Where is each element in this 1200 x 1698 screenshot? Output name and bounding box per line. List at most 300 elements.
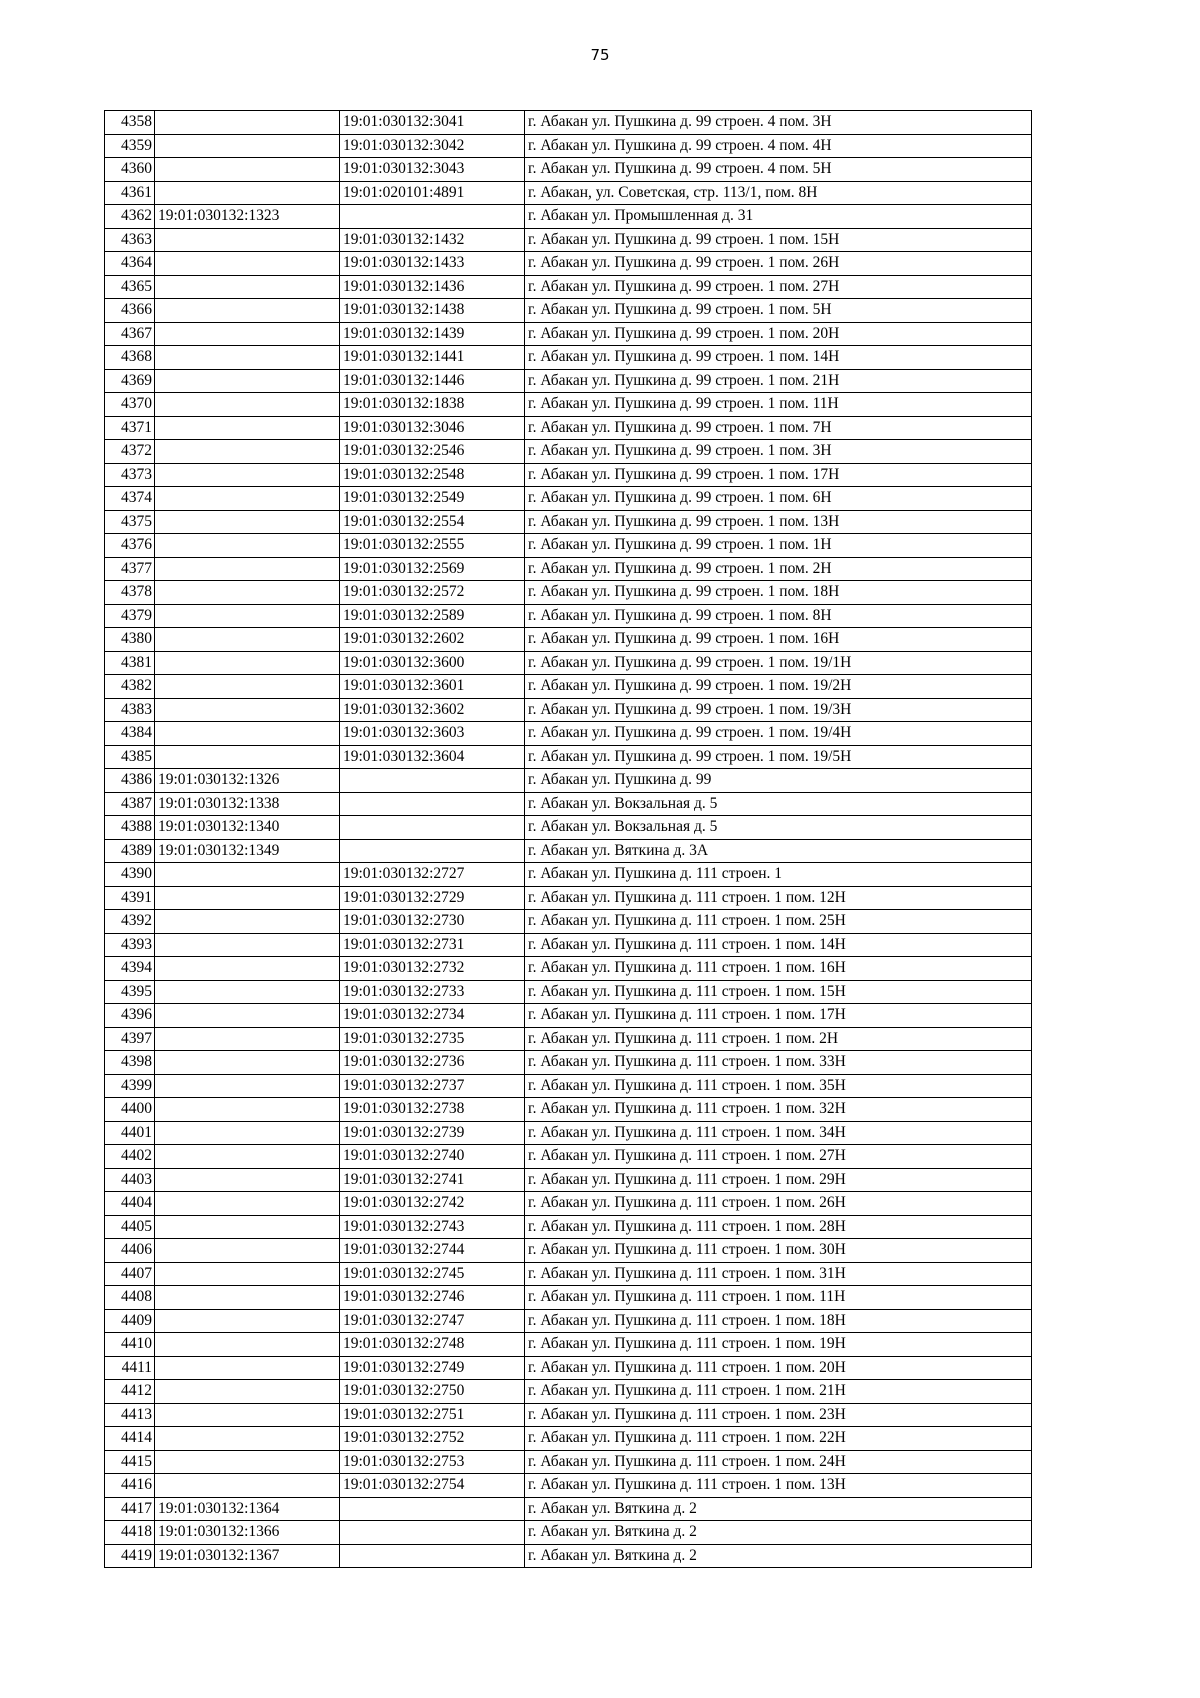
object-cadastral-number-cell — [340, 816, 525, 840]
address-cell: г. Абакан ул. Пушкина д. 99 строен. 1 пом. 17Н — [525, 463, 1032, 487]
land-cadastral-number-cell — [155, 299, 340, 323]
address-cell: г. Абакан ул. Пушкина д. 111 строен. 1 пом. 29Н — [525, 1168, 1032, 1192]
land-cadastral-number-cell — [155, 1403, 340, 1427]
row-number-cell: 4397 — [105, 1027, 155, 1051]
land-cadastral-number-cell — [155, 933, 340, 957]
table-row — [105, 698, 1032, 722]
object-cadastral-number-cell: 19:01:030132:2750 — [340, 1380, 525, 1404]
row-number-cell: 4399 — [105, 1074, 155, 1098]
row-number-cell: 4379 — [105, 604, 155, 628]
table-row — [105, 205, 1032, 229]
registry-body — [105, 111, 1032, 1568]
row-number-cell: 4375 — [105, 510, 155, 534]
row-number-cell: 4377 — [105, 557, 155, 581]
land-cadastral-number-cell: 19:01:030132:1323 — [155, 205, 340, 229]
row-number-cell: 4417 — [105, 1497, 155, 1521]
row-number-cell: 4368 — [105, 346, 155, 370]
address-cell: г. Абакан ул. Пушкина д. 99 строен. 1 пом. 5Н — [525, 299, 1032, 323]
table-row — [105, 510, 1032, 534]
address-cell: г. Абакан ул. Пушкина д. 99 строен. 1 пом. 8Н — [525, 604, 1032, 628]
land-cadastral-number-cell: 19:01:030132:1340 — [155, 816, 340, 840]
land-cadastral-number-cell: 19:01:030132:1366 — [155, 1521, 340, 1545]
address-cell: г. Абакан ул. Пушкина д. 99 строен. 1 пом. 1Н — [525, 534, 1032, 558]
land-cadastral-number-cell — [155, 863, 340, 887]
table-row — [105, 792, 1032, 816]
address-cell: г. Абакан ул. Пушкина д. 111 строен. 1 пом. 24Н — [525, 1450, 1032, 1474]
object-cadastral-number-cell: 19:01:030132:2741 — [340, 1168, 525, 1192]
object-cadastral-number-cell — [340, 769, 525, 793]
object-cadastral-number-cell: 19:01:030132:1439 — [340, 322, 525, 346]
object-cadastral-number-cell: 19:01:030132:2731 — [340, 933, 525, 957]
table-row — [105, 134, 1032, 158]
object-cadastral-number-cell: 19:01:030132:2548 — [340, 463, 525, 487]
row-number-cell: 4412 — [105, 1380, 155, 1404]
row-number-cell: 4419 — [105, 1544, 155, 1568]
address-cell: г. Абакан ул. Пушкина д. 99 строен. 1 пом. 6Н — [525, 487, 1032, 511]
table-row — [105, 816, 1032, 840]
table-row — [105, 1427, 1032, 1451]
object-cadastral-number-cell: 19:01:030132:1441 — [340, 346, 525, 370]
table-row — [105, 1403, 1032, 1427]
row-number-cell: 4374 — [105, 487, 155, 511]
address-cell: г. Абакан ул. Пушкина д. 99 строен. 1 пом. 18Н — [525, 581, 1032, 605]
object-cadastral-number-cell: 19:01:030132:2569 — [340, 557, 525, 581]
table-row — [105, 158, 1032, 182]
object-cadastral-number-cell: 19:01:030132:2729 — [340, 886, 525, 910]
address-cell: г. Абакан ул. Пушкина д. 111 строен. 1 пом. 31Н — [525, 1262, 1032, 1286]
object-cadastral-number-cell: 19:01:030132:3046 — [340, 416, 525, 440]
object-cadastral-number-cell: 19:01:030132:1432 — [340, 228, 525, 252]
table-row — [105, 581, 1032, 605]
row-number-cell: 4383 — [105, 698, 155, 722]
land-cadastral-number-cell — [155, 722, 340, 746]
table-row — [105, 769, 1032, 793]
land-cadastral-number-cell: 19:01:030132:1349 — [155, 839, 340, 863]
row-number-cell: 4371 — [105, 416, 155, 440]
land-cadastral-number-cell — [155, 1380, 340, 1404]
table-row — [105, 1239, 1032, 1263]
land-cadastral-number-cell — [155, 980, 340, 1004]
table-row — [105, 1309, 1032, 1333]
row-number-cell: 4401 — [105, 1121, 155, 1145]
object-cadastral-number-cell: 19:01:030132:1433 — [340, 252, 525, 276]
land-cadastral-number-cell — [155, 1356, 340, 1380]
row-number-cell: 4367 — [105, 322, 155, 346]
object-cadastral-number-cell: 19:01:020101:4891 — [340, 181, 525, 205]
row-number-cell: 4378 — [105, 581, 155, 605]
address-cell: г. Абакан ул. Пушкина д. 99 строен. 1 пом. 2Н — [525, 557, 1032, 581]
land-cadastral-number-cell — [155, 698, 340, 722]
table-row — [105, 1192, 1032, 1216]
row-number-cell: 4376 — [105, 534, 155, 558]
land-cadastral-number-cell: 19:01:030132:1326 — [155, 769, 340, 793]
object-cadastral-number-cell: 19:01:030132:2752 — [340, 1427, 525, 1451]
object-cadastral-number-cell: 19:01:030132:2572 — [340, 581, 525, 605]
row-number-cell: 4415 — [105, 1450, 155, 1474]
address-cell: г. Абакан ул. Пушкина д. 99 строен. 1 пом. 20Н — [525, 322, 1032, 346]
table-row — [105, 886, 1032, 910]
address-cell: г. Абакан ул. Пушкина д. 99 строен. 1 пом. 19/5Н — [525, 745, 1032, 769]
object-cadastral-number-cell: 19:01:030132:2747 — [340, 1309, 525, 1333]
address-cell: г. Абакан ул. Пушкина д. 99 строен. 1 пом. 19/2Н — [525, 675, 1032, 699]
land-cadastral-number-cell — [155, 1121, 340, 1145]
land-cadastral-number-cell: 19:01:030132:1364 — [155, 1497, 340, 1521]
land-cadastral-number-cell — [155, 1309, 340, 1333]
land-cadastral-number-cell — [155, 1192, 340, 1216]
table-row — [105, 910, 1032, 934]
land-cadastral-number-cell — [155, 604, 340, 628]
object-cadastral-number-cell: 19:01:030132:2735 — [340, 1027, 525, 1051]
land-cadastral-number-cell — [155, 651, 340, 675]
table-row — [105, 534, 1032, 558]
land-cadastral-number-cell — [155, 886, 340, 910]
table-row — [105, 440, 1032, 464]
address-cell: г. Абакан ул. Пушкина д. 111 строен. 1 пом. 35Н — [525, 1074, 1032, 1098]
land-cadastral-number-cell — [155, 581, 340, 605]
table-row — [105, 839, 1032, 863]
table-row — [105, 1074, 1032, 1098]
land-cadastral-number-cell — [155, 1286, 340, 1310]
table-row — [105, 1333, 1032, 1357]
table-row — [105, 651, 1032, 675]
land-cadastral-number-cell — [155, 228, 340, 252]
object-cadastral-number-cell: 19:01:030132:2736 — [340, 1051, 525, 1075]
land-cadastral-number-cell — [155, 675, 340, 699]
table-row — [105, 933, 1032, 957]
land-cadastral-number-cell: 19:01:030132:1338 — [155, 792, 340, 816]
address-cell: г. Абакан ул. Вокзальная д. 5 — [525, 792, 1032, 816]
address-cell: г. Абакан ул. Вяткина д. 3А — [525, 839, 1032, 863]
address-cell: г. Абакан ул. Пушкина д. 99 строен. 4 пом. 5Н — [525, 158, 1032, 182]
address-cell: г. Абакан ул. Пушкина д. 111 строен. 1 пом. 11Н — [525, 1286, 1032, 1310]
address-cell: г. Абакан ул. Пушкина д. 111 строен. 1 пом. 15Н — [525, 980, 1032, 1004]
address-cell: г. Абакан ул. Пушкина д. 111 строен. 1 пом. 20Н — [525, 1356, 1032, 1380]
land-cadastral-number-cell — [155, 181, 340, 205]
object-cadastral-number-cell: 19:01:030132:2748 — [340, 1333, 525, 1357]
table-row — [105, 416, 1032, 440]
table-row — [105, 675, 1032, 699]
land-cadastral-number-cell — [155, 1474, 340, 1498]
address-cell: г. Абакан, ул. Советская, стр. 113/1, пом. 8Н — [525, 181, 1032, 205]
object-cadastral-number-cell: 19:01:030132:3042 — [340, 134, 525, 158]
row-number-cell: 4372 — [105, 440, 155, 464]
object-cadastral-number-cell: 19:01:030132:1436 — [340, 275, 525, 299]
row-number-cell: 4392 — [105, 910, 155, 934]
row-number-cell: 4404 — [105, 1192, 155, 1216]
object-cadastral-number-cell: 19:01:030132:2555 — [340, 534, 525, 558]
row-number-cell: 4359 — [105, 134, 155, 158]
address-cell: г. Абакан ул. Вяткина д. 2 — [525, 1544, 1032, 1568]
object-cadastral-number-cell: 19:01:030132:2739 — [340, 1121, 525, 1145]
row-number-cell: 4411 — [105, 1356, 155, 1380]
table-row — [105, 275, 1032, 299]
land-cadastral-number-cell — [155, 322, 340, 346]
address-cell: г. Абакан ул. Пушкина д. 111 строен. 1 пом. 2Н — [525, 1027, 1032, 1051]
object-cadastral-number-cell: 19:01:030132:2734 — [340, 1004, 525, 1028]
table-row — [105, 1474, 1032, 1498]
row-number-cell: 4358 — [105, 111, 155, 135]
row-number-cell: 4360 — [105, 158, 155, 182]
address-cell: г. Абакан ул. Пушкина д. 99 строен. 4 пом. 4Н — [525, 134, 1032, 158]
address-cell: г. Абакан ул. Пушкина д. 99 строен. 1 пом. 26Н — [525, 252, 1032, 276]
object-cadastral-number-cell: 19:01:030132:3601 — [340, 675, 525, 699]
row-number-cell: 4418 — [105, 1521, 155, 1545]
row-number-cell: 4384 — [105, 722, 155, 746]
object-cadastral-number-cell: 19:01:030132:3602 — [340, 698, 525, 722]
object-cadastral-number-cell: 19:01:030132:3043 — [340, 158, 525, 182]
land-cadastral-number-cell — [155, 111, 340, 135]
object-cadastral-number-cell: 19:01:030132:2742 — [340, 1192, 525, 1216]
row-number-cell: 4393 — [105, 933, 155, 957]
object-cadastral-number-cell — [340, 1521, 525, 1545]
object-cadastral-number-cell: 19:01:030132:2744 — [340, 1239, 525, 1263]
object-cadastral-number-cell: 19:01:030132:2727 — [340, 863, 525, 887]
land-cadastral-number-cell — [155, 745, 340, 769]
table-row — [105, 228, 1032, 252]
table-row — [105, 745, 1032, 769]
table-row — [105, 722, 1032, 746]
object-cadastral-number-cell: 19:01:030132:1838 — [340, 393, 525, 417]
object-cadastral-number-cell: 19:01:030132:3604 — [340, 745, 525, 769]
row-number-cell: 4389 — [105, 839, 155, 863]
row-number-cell: 4380 — [105, 628, 155, 652]
row-number-cell: 4402 — [105, 1145, 155, 1169]
row-number-cell: 4361 — [105, 181, 155, 205]
land-cadastral-number-cell — [155, 510, 340, 534]
row-number-cell: 4364 — [105, 252, 155, 276]
address-cell: г. Абакан ул. Вокзальная д. 5 — [525, 816, 1032, 840]
row-number-cell: 4395 — [105, 980, 155, 1004]
object-cadastral-number-cell — [340, 1497, 525, 1521]
land-cadastral-number-cell — [155, 463, 340, 487]
land-cadastral-number-cell — [155, 628, 340, 652]
land-cadastral-number-cell — [155, 1450, 340, 1474]
row-number-cell: 4416 — [105, 1474, 155, 1498]
table-row — [105, 463, 1032, 487]
object-cadastral-number-cell: 19:01:030132:2554 — [340, 510, 525, 534]
object-cadastral-number-cell: 19:01:030132:2733 — [340, 980, 525, 1004]
table-row — [105, 1098, 1032, 1122]
address-cell: г. Абакан ул. Вяткина д. 2 — [525, 1497, 1032, 1521]
object-cadastral-number-cell: 19:01:030132:2738 — [340, 1098, 525, 1122]
row-number-cell: 4400 — [105, 1098, 155, 1122]
address-cell: г. Абакан ул. Пушкина д. 111 строен. 1 пом. 14Н — [525, 933, 1032, 957]
object-cadastral-number-cell: 19:01:030132:2745 — [340, 1262, 525, 1286]
table-row — [105, 1497, 1032, 1521]
land-cadastral-number-cell — [155, 1051, 340, 1075]
table-row — [105, 1051, 1032, 1075]
table-row — [105, 1544, 1032, 1568]
land-cadastral-number-cell — [155, 1239, 340, 1263]
land-cadastral-number-cell — [155, 1333, 340, 1357]
address-cell: г. Абакан ул. Пушкина д. 99 строен. 1 пом. 3Н — [525, 440, 1032, 464]
address-cell: г. Абакан ул. Пушкина д. 111 строен. 1 пом. 33Н — [525, 1051, 1032, 1075]
object-cadastral-number-cell: 19:01:030132:3600 — [340, 651, 525, 675]
table-row — [105, 604, 1032, 628]
row-number-cell: 4407 — [105, 1262, 155, 1286]
land-cadastral-number-cell — [155, 487, 340, 511]
object-cadastral-number-cell: 19:01:030132:1438 — [340, 299, 525, 323]
table-row — [105, 181, 1032, 205]
row-number-cell: 4365 — [105, 275, 155, 299]
object-cadastral-number-cell — [340, 205, 525, 229]
object-cadastral-number-cell: 19:01:030132:2546 — [340, 440, 525, 464]
table-row — [105, 957, 1032, 981]
table-row — [105, 1450, 1032, 1474]
registry-table — [104, 110, 1032, 1568]
row-number-cell: 4408 — [105, 1286, 155, 1310]
row-number-cell: 4386 — [105, 769, 155, 793]
land-cadastral-number-cell — [155, 1098, 340, 1122]
row-number-cell: 4405 — [105, 1215, 155, 1239]
object-cadastral-number-cell — [340, 1544, 525, 1568]
object-cadastral-number-cell: 19:01:030132:2730 — [340, 910, 525, 934]
land-cadastral-number-cell — [155, 252, 340, 276]
table-row — [105, 487, 1032, 511]
land-cadastral-number-cell — [155, 1215, 340, 1239]
land-cadastral-number-cell — [155, 910, 340, 934]
address-cell: г. Абакан ул. Пушкина д. 99 строен. 1 пом. 27Н — [525, 275, 1032, 299]
address-cell: г. Абакан ул. Промышленная д. 31 — [525, 205, 1032, 229]
land-cadastral-number-cell — [155, 369, 340, 393]
row-number-cell: 4370 — [105, 393, 155, 417]
land-cadastral-number-cell — [155, 134, 340, 158]
row-number-cell: 4396 — [105, 1004, 155, 1028]
address-cell: г. Абакан ул. Пушкина д. 111 строен. 1 пом. 22Н — [525, 1427, 1032, 1451]
object-cadastral-number-cell: 19:01:030132:2749 — [340, 1356, 525, 1380]
land-cadastral-number-cell — [155, 346, 340, 370]
table-row — [105, 1262, 1032, 1286]
object-cadastral-number-cell — [340, 839, 525, 863]
row-number-cell: 4394 — [105, 957, 155, 981]
land-cadastral-number-cell — [155, 957, 340, 981]
table-row — [105, 557, 1032, 581]
address-cell: г. Абакан ул. Пушкина д. 99 строен. 1 пом. 15Н — [525, 228, 1032, 252]
table-row — [105, 369, 1032, 393]
address-cell: г. Абакан ул. Пушкина д. 99 — [525, 769, 1032, 793]
address-cell: г. Абакан ул. Пушкина д. 99 строен. 1 пом. 11Н — [525, 393, 1032, 417]
object-cadastral-number-cell: 19:01:030132:2743 — [340, 1215, 525, 1239]
object-cadastral-number-cell: 19:01:030132:2753 — [340, 1450, 525, 1474]
table-row — [105, 1521, 1032, 1545]
address-cell: г. Абакан ул. Пушкина д. 99 строен. 1 пом. 13Н — [525, 510, 1032, 534]
object-cadastral-number-cell: 19:01:030132:2589 — [340, 604, 525, 628]
row-number-cell: 4362 — [105, 205, 155, 229]
land-cadastral-number-cell — [155, 1427, 340, 1451]
address-cell: г. Абакан ул. Пушкина д. 99 строен. 1 пом. 7Н — [525, 416, 1032, 440]
row-number-cell: 4388 — [105, 816, 155, 840]
row-number-cell: 4409 — [105, 1309, 155, 1333]
table-row — [105, 252, 1032, 276]
address-cell: г. Абакан ул. Пушкина д. 111 строен. 1 пом. 21Н — [525, 1380, 1032, 1404]
land-cadastral-number-cell — [155, 1004, 340, 1028]
land-cadastral-number-cell — [155, 1168, 340, 1192]
land-cadastral-number-cell — [155, 1074, 340, 1098]
table-row — [105, 1145, 1032, 1169]
table-row — [105, 1004, 1032, 1028]
object-cadastral-number-cell — [340, 792, 525, 816]
row-number-cell: 4410 — [105, 1333, 155, 1357]
row-number-cell: 4413 — [105, 1403, 155, 1427]
row-number-cell: 4403 — [105, 1168, 155, 1192]
address-cell: г. Абакан ул. Пушкина д. 111 строен. 1 пом. 16Н — [525, 957, 1032, 981]
object-cadastral-number-cell: 19:01:030132:2602 — [340, 628, 525, 652]
address-cell: г. Абакан ул. Пушкина д. 99 строен. 4 пом. 3Н — [525, 111, 1032, 135]
object-cadastral-number-cell: 19:01:030132:2751 — [340, 1403, 525, 1427]
object-cadastral-number-cell: 19:01:030132:2737 — [340, 1074, 525, 1098]
address-cell: г. Абакан ул. Пушкина д. 99 строен. 1 пом. 21Н — [525, 369, 1032, 393]
object-cadastral-number-cell: 19:01:030132:3041 — [340, 111, 525, 135]
address-cell: г. Абакан ул. Пушкина д. 111 строен. 1 пом. 34Н — [525, 1121, 1032, 1145]
row-number-cell: 4381 — [105, 651, 155, 675]
table-row — [105, 1121, 1032, 1145]
table-row — [105, 322, 1032, 346]
land-cadastral-number-cell — [155, 1262, 340, 1286]
address-cell: г. Абакан ул. Пушкина д. 111 строен. 1 пом. 27Н — [525, 1145, 1032, 1169]
row-number-cell: 4366 — [105, 299, 155, 323]
table-row — [105, 863, 1032, 887]
land-cadastral-number-cell — [155, 534, 340, 558]
table-row — [105, 346, 1032, 370]
object-cadastral-number-cell: 19:01:030132:2754 — [340, 1474, 525, 1498]
object-cadastral-number-cell: 19:01:030132:3603 — [340, 722, 525, 746]
address-cell: г. Абакан ул. Пушкина д. 111 строен. 1 пом. 19Н — [525, 1333, 1032, 1357]
page-number: 75 — [590, 46, 610, 64]
row-number-cell: 4385 — [105, 745, 155, 769]
table-row — [105, 1027, 1032, 1051]
land-cadastral-number-cell — [155, 1027, 340, 1051]
land-cadastral-number-cell — [155, 1145, 340, 1169]
row-number-cell: 4387 — [105, 792, 155, 816]
row-number-cell: 4391 — [105, 886, 155, 910]
table-row — [105, 299, 1032, 323]
address-cell: г. Абакан ул. Пушкина д. 111 строен. 1 пом. 26Н — [525, 1192, 1032, 1216]
address-cell: г. Абакан ул. Пушкина д. 111 строен. 1 пом. 12Н — [525, 886, 1032, 910]
object-cadastral-number-cell: 19:01:030132:2549 — [340, 487, 525, 511]
table-row — [105, 1215, 1032, 1239]
object-cadastral-number-cell: 19:01:030132:1446 — [340, 369, 525, 393]
land-cadastral-number-cell — [155, 440, 340, 464]
row-number-cell: 4390 — [105, 863, 155, 887]
row-number-cell: 4414 — [105, 1427, 155, 1451]
row-number-cell: 4373 — [105, 463, 155, 487]
land-cadastral-number-cell — [155, 416, 340, 440]
land-cadastral-number-cell — [155, 557, 340, 581]
land-cadastral-number-cell — [155, 393, 340, 417]
table-row — [105, 628, 1032, 652]
row-number-cell: 4398 — [105, 1051, 155, 1075]
land-cadastral-number-cell — [155, 158, 340, 182]
address-cell: г. Абакан ул. Пушкина д. 111 строен. 1 пом. 30Н — [525, 1239, 1032, 1263]
object-cadastral-number-cell: 19:01:030132:2740 — [340, 1145, 525, 1169]
row-number-cell: 4363 — [105, 228, 155, 252]
address-cell: г. Абакан ул. Пушкина д. 99 строен. 1 пом. 19/3Н — [525, 698, 1032, 722]
row-number-cell: 4369 — [105, 369, 155, 393]
row-number-cell: 4382 — [105, 675, 155, 699]
address-cell: г. Абакан ул. Пушкина д. 111 строен. 1 пом. 32Н — [525, 1098, 1032, 1122]
table-row — [105, 393, 1032, 417]
table-row — [105, 1168, 1032, 1192]
row-number-cell: 4406 — [105, 1239, 155, 1263]
table-row — [105, 1380, 1032, 1404]
address-cell: г. Абакан ул. Пушкина д. 99 строен. 1 пом. 14Н — [525, 346, 1032, 370]
address-cell: г. Абакан ул. Пушкина д. 99 строен. 1 пом. 19/1Н — [525, 651, 1032, 675]
address-cell: г. Абакан ул. Пушкина д. 111 строен. 1 пом. 23Н — [525, 1403, 1032, 1427]
table-row — [105, 1286, 1032, 1310]
address-cell: г. Абакан ул. Пушкина д. 99 строен. 1 пом. 19/4Н — [525, 722, 1032, 746]
address-cell: г. Абакан ул. Пушкина д. 111 строен. 1 пом. 18Н — [525, 1309, 1032, 1333]
address-cell: г. Абакан ул. Пушкина д. 111 строен. 1 пом. 17Н — [525, 1004, 1032, 1028]
